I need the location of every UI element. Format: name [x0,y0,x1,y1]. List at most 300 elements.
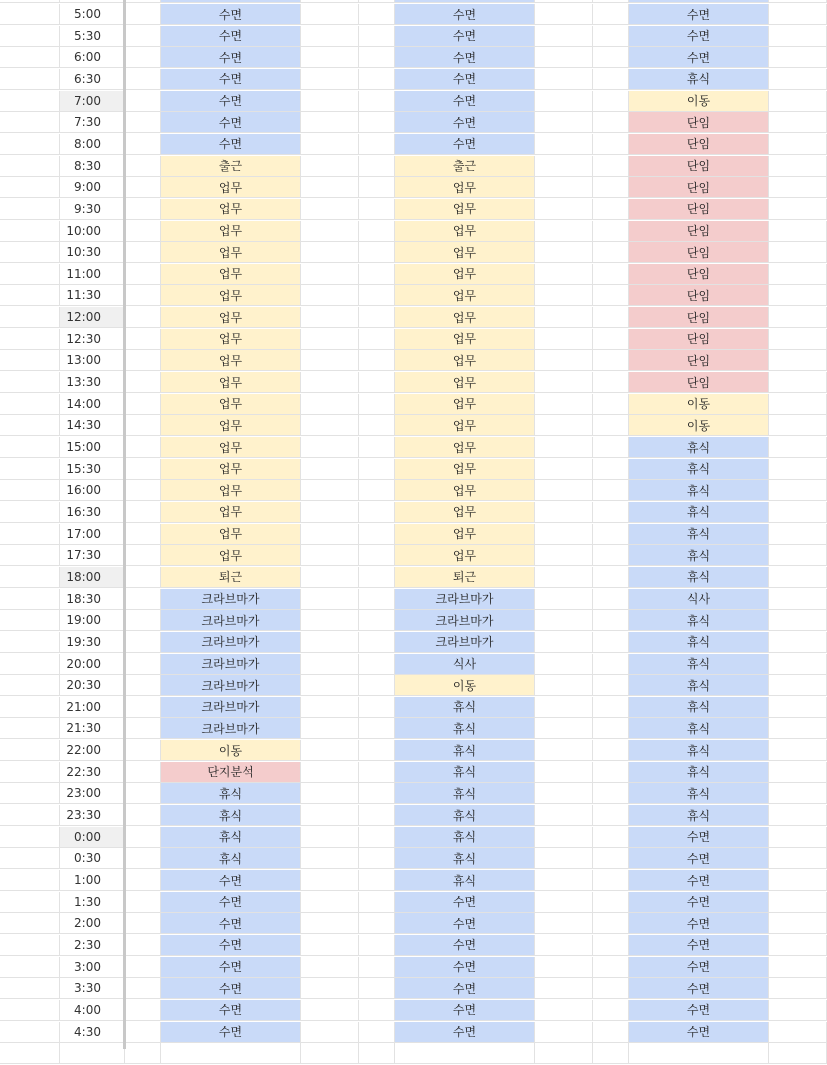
schedule-cell-c[interactable]: 수면 [629,47,769,68]
empty-cell[interactable] [125,545,161,566]
schedule-cell-a[interactable]: 수면 [161,935,301,956]
schedule-cell-b[interactable]: 휴식 [395,827,535,848]
time-cell[interactable]: 15:30 [60,459,125,480]
empty-cell[interactable] [60,1043,125,1064]
empty-cell[interactable] [593,870,629,891]
time-cell[interactable]: 11:00 [60,264,125,285]
empty-cell[interactable] [593,199,629,220]
schedule-cell-a[interactable]: 수면 [161,47,301,68]
schedule-cell-b[interactable]: 업무 [395,264,535,285]
empty-cell[interactable] [395,1043,535,1064]
schedule-cell-c[interactable]: 단임 [629,372,769,393]
empty-cell[interactable] [359,372,395,393]
schedule-cell-c[interactable]: 단임 [629,177,769,198]
empty-cell[interactable] [359,4,395,25]
empty-cell[interactable] [301,1043,359,1064]
empty-cell[interactable] [125,675,161,696]
empty-cell[interactable] [769,783,827,804]
empty-cell[interactable] [301,827,359,848]
frozen-column-divider[interactable] [123,0,126,1049]
empty-cell[interactable] [535,242,593,263]
empty-cell[interactable] [593,545,629,566]
schedule-cell-c[interactable]: 수면 [629,892,769,913]
empty-cell[interactable] [359,1043,395,1064]
schedule-cell-b[interactable]: 휴식 [395,783,535,804]
empty-cell[interactable] [769,718,827,739]
empty-cell[interactable] [301,610,359,631]
time-cell[interactable]: 1:00 [60,870,125,891]
empty-cell[interactable] [301,91,359,112]
schedule-cell-c[interactable]: 수면 [629,848,769,869]
empty-cell[interactable] [359,221,395,242]
empty-cell[interactable] [0,589,60,610]
schedule-cell-b[interactable]: 업무 [395,437,535,458]
schedule-cell-b[interactable]: 업무 [395,459,535,480]
empty-cell[interactable] [125,47,161,68]
empty-cell[interactable] [359,459,395,480]
schedule-cell-a[interactable]: 수면 [161,913,301,934]
schedule-cell-a[interactable]: 수면 [161,91,301,112]
empty-cell[interactable] [535,69,593,90]
schedule-cell-b[interactable]: 수면 [395,47,535,68]
empty-cell[interactable] [301,892,359,913]
empty-cell[interactable] [535,892,593,913]
empty-cell[interactable] [0,502,60,523]
empty-cell[interactable] [593,848,629,869]
empty-cell[interactable] [0,675,60,696]
time-cell[interactable]: 17:00 [60,524,125,545]
schedule-cell-a[interactable]: 휴식 [161,805,301,826]
empty-cell[interactable] [0,870,60,891]
empty-cell[interactable] [593,654,629,675]
empty-cell[interactable] [301,848,359,869]
empty-cell[interactable] [535,1000,593,1021]
empty-cell[interactable] [535,329,593,350]
schedule-cell-a[interactable]: 업무 [161,394,301,415]
schedule-cell-a[interactable]: 업무 [161,199,301,220]
empty-cell[interactable] [769,827,827,848]
schedule-cell-a[interactable]: 업무 [161,480,301,501]
schedule-cell-b[interactable]: 업무 [395,221,535,242]
empty-cell[interactable] [125,156,161,177]
empty-cell[interactable] [301,134,359,155]
empty-cell[interactable] [301,69,359,90]
empty-cell[interactable] [593,718,629,739]
time-cell[interactable]: 6:30 [60,69,125,90]
empty-cell[interactable] [301,112,359,133]
empty-cell[interactable] [769,1000,827,1021]
schedule-cell-b[interactable]: 식사 [395,654,535,675]
empty-cell[interactable] [359,177,395,198]
empty-cell[interactable] [359,199,395,220]
time-cell[interactable]: 7:30 [60,112,125,133]
empty-cell[interactable] [769,502,827,523]
empty-cell[interactable] [125,350,161,371]
empty-cell[interactable] [359,350,395,371]
empty-cell[interactable] [0,242,60,263]
empty-cell[interactable] [535,654,593,675]
empty-cell[interactable] [359,892,395,913]
empty-cell[interactable] [769,307,827,328]
empty-cell[interactable] [769,524,827,545]
empty-cell[interactable] [535,415,593,436]
schedule-cell-b[interactable]: 휴식 [395,762,535,783]
empty-cell[interactable] [125,4,161,25]
empty-cell[interactable] [0,654,60,675]
empty-cell[interactable] [301,502,359,523]
empty-cell[interactable] [0,805,60,826]
empty-cell[interactable] [359,242,395,263]
schedule-cell-a[interactable]: 휴식 [161,848,301,869]
time-cell[interactable]: 11:30 [60,285,125,306]
empty-cell[interactable] [535,4,593,25]
empty-cell[interactable] [593,112,629,133]
empty-cell[interactable] [769,242,827,263]
empty-cell[interactable] [125,1043,161,1064]
empty-cell[interactable] [535,740,593,761]
empty-cell[interactable] [359,675,395,696]
schedule-cell-b[interactable]: 수면 [395,913,535,934]
empty-cell[interactable] [125,502,161,523]
empty-cell[interactable] [359,697,395,718]
schedule-cell-a[interactable]: 크라브마가 [161,654,301,675]
empty-cell[interactable] [125,415,161,436]
schedule-cell-c[interactable]: 휴식 [629,524,769,545]
empty-cell[interactable] [535,91,593,112]
empty-cell[interactable] [359,307,395,328]
schedule-cell-b[interactable]: 업무 [395,177,535,198]
empty-cell[interactable] [0,480,60,501]
empty-cell[interactable] [769,459,827,480]
time-cell[interactable]: 0:30 [60,848,125,869]
schedule-cell-c[interactable]: 휴식 [629,437,769,458]
empty-cell[interactable] [769,415,827,436]
schedule-cell-b[interactable]: 퇴근 [395,567,535,588]
empty-cell[interactable] [301,242,359,263]
empty-cell[interactable] [0,545,60,566]
time-cell[interactable]: 15:00 [60,437,125,458]
empty-cell[interactable] [535,502,593,523]
empty-cell[interactable] [593,242,629,263]
schedule-cell-c[interactable]: 수면 [629,1022,769,1043]
schedule-cell-a[interactable]: 업무 [161,524,301,545]
empty-cell[interactable] [593,740,629,761]
empty-cell[interactable] [535,112,593,133]
empty-cell[interactable] [301,783,359,804]
empty-cell[interactable] [535,805,593,826]
empty-cell[interactable] [0,199,60,220]
empty-cell[interactable] [0,372,60,393]
empty-cell[interactable] [535,307,593,328]
empty-cell[interactable] [359,47,395,68]
empty-cell[interactable] [535,935,593,956]
empty-cell[interactable] [0,610,60,631]
empty-cell[interactable] [535,697,593,718]
empty-cell[interactable] [769,199,827,220]
empty-cell[interactable] [125,1000,161,1021]
empty-cell[interactable] [0,285,60,306]
empty-cell[interactable] [301,415,359,436]
empty-cell[interactable] [125,654,161,675]
sheet-cell[interactable] [395,0,535,3]
empty-cell[interactable] [125,870,161,891]
empty-cell[interactable] [0,69,60,90]
schedule-cell-a[interactable]: 업무 [161,459,301,480]
empty-cell[interactable] [301,632,359,653]
schedule-cell-a[interactable]: 업무 [161,502,301,523]
empty-cell[interactable] [593,935,629,956]
empty-cell[interactable] [0,415,60,436]
empty-cell[interactable] [125,697,161,718]
empty-cell[interactable] [301,718,359,739]
empty-cell[interactable] [593,610,629,631]
empty-cell[interactable] [359,762,395,783]
schedule-cell-a[interactable]: 업무 [161,329,301,350]
schedule-cell-c[interactable]: 휴식 [629,740,769,761]
empty-cell[interactable] [535,177,593,198]
schedule-cell-c[interactable]: 휴식 [629,459,769,480]
empty-cell[interactable] [535,675,593,696]
empty-cell[interactable] [593,285,629,306]
empty-cell[interactable] [769,1043,827,1064]
empty-cell[interactable] [125,805,161,826]
empty-cell[interactable] [301,264,359,285]
schedule-cell-b[interactable]: 업무 [395,329,535,350]
schedule-cell-c[interactable]: 수면 [629,870,769,891]
schedule-cell-c[interactable]: 휴식 [629,480,769,501]
schedule-cell-c[interactable]: 단임 [629,156,769,177]
schedule-cell-b[interactable]: 크라브마가 [395,610,535,631]
schedule-cell-a[interactable]: 수면 [161,957,301,978]
empty-cell[interactable] [535,762,593,783]
empty-cell[interactable] [0,892,60,913]
empty-cell[interactable] [359,978,395,999]
time-cell[interactable]: 14:00 [60,394,125,415]
empty-cell[interactable] [359,112,395,133]
empty-cell[interactable] [535,545,593,566]
empty-cell[interactable] [0,112,60,133]
schedule-cell-a[interactable]: 업무 [161,437,301,458]
sheet-cell[interactable] [359,0,395,3]
empty-cell[interactable] [535,156,593,177]
schedule-cell-a[interactable]: 수면 [161,69,301,90]
empty-cell[interactable] [593,329,629,350]
empty-cell[interactable] [535,978,593,999]
schedule-cell-b[interactable]: 업무 [395,307,535,328]
schedule-cell-c[interactable]: 단임 [629,199,769,220]
empty-cell[interactable] [125,177,161,198]
time-cell[interactable]: 18:30 [60,589,125,610]
empty-cell[interactable] [593,957,629,978]
empty-cell[interactable] [769,394,827,415]
empty-cell[interactable] [769,372,827,393]
empty-cell[interactable] [769,156,827,177]
schedule-cell-b[interactable]: 수면 [395,935,535,956]
time-cell[interactable]: 6:00 [60,47,125,68]
empty-cell[interactable] [593,675,629,696]
empty-cell[interactable] [359,567,395,588]
empty-cell[interactable] [0,718,60,739]
empty-cell[interactable] [301,545,359,566]
time-cell[interactable]: 23:00 [60,783,125,804]
schedule-cell-c[interactable]: 단임 [629,112,769,133]
empty-cell[interactable] [593,1043,629,1064]
empty-cell[interactable] [593,69,629,90]
empty-cell[interactable] [359,524,395,545]
empty-cell[interactable] [769,285,827,306]
time-cell[interactable]: 0:00 [60,827,125,848]
empty-cell[interactable] [125,783,161,804]
schedule-cell-b[interactable]: 휴식 [395,740,535,761]
empty-cell[interactable] [125,91,161,112]
empty-cell[interactable] [359,654,395,675]
schedule-cell-c[interactable]: 수면 [629,913,769,934]
empty-cell[interactable] [769,632,827,653]
schedule-cell-a[interactable]: 업무 [161,177,301,198]
schedule-cell-a[interactable]: 수면 [161,4,301,25]
empty-cell[interactable] [769,221,827,242]
empty-cell[interactable] [593,437,629,458]
time-cell[interactable]: 19:30 [60,632,125,653]
schedule-cell-b[interactable]: 크라브마가 [395,632,535,653]
time-cell[interactable]: 16:00 [60,480,125,501]
schedule-cell-c[interactable]: 이동 [629,91,769,112]
schedule-cell-a[interactable]: 이동 [161,740,301,761]
empty-cell[interactable] [593,567,629,588]
empty-cell[interactable] [125,437,161,458]
schedule-cell-a[interactable]: 수면 [161,112,301,133]
schedule-cell-a[interactable]: 수면 [161,870,301,891]
time-cell[interactable]: 16:30 [60,502,125,523]
empty-cell[interactable] [359,805,395,826]
empty-cell[interactable] [769,957,827,978]
schedule-cell-b[interactable]: 휴식 [395,805,535,826]
empty-cell[interactable] [125,480,161,501]
empty-cell[interactable] [0,307,60,328]
schedule-cell-c[interactable]: 휴식 [629,632,769,653]
schedule-cell-a[interactable]: 수면 [161,1000,301,1021]
time-cell[interactable]: 22:30 [60,762,125,783]
empty-cell[interactable] [769,177,827,198]
time-cell[interactable]: 2:30 [60,935,125,956]
empty-cell[interactable] [301,1000,359,1021]
time-cell[interactable]: 12:00 [60,307,125,328]
empty-cell[interactable] [301,199,359,220]
empty-cell[interactable] [0,350,60,371]
schedule-cell-c[interactable]: 이동 [629,394,769,415]
empty-cell[interactable] [0,221,60,242]
empty-cell[interactable] [301,156,359,177]
empty-cell[interactable] [769,762,827,783]
schedule-cell-c[interactable]: 휴식 [629,567,769,588]
empty-cell[interactable] [0,264,60,285]
schedule-cell-c[interactable]: 휴식 [629,654,769,675]
schedule-cell-a[interactable]: 수면 [161,26,301,47]
empty-cell[interactable] [301,26,359,47]
empty-cell[interactable] [769,654,827,675]
empty-cell[interactable] [301,913,359,934]
empty-cell[interactable] [125,762,161,783]
empty-cell[interactable] [125,524,161,545]
schedule-cell-a[interactable]: 크라브마가 [161,610,301,631]
empty-cell[interactable] [359,957,395,978]
time-cell[interactable]: 20:00 [60,654,125,675]
empty-cell[interactable] [125,827,161,848]
schedule-cell-a[interactable]: 수면 [161,134,301,155]
empty-cell[interactable] [535,632,593,653]
schedule-cell-c[interactable]: 수면 [629,935,769,956]
empty-cell[interactable] [0,524,60,545]
schedule-cell-c[interactable]: 휴식 [629,697,769,718]
empty-cell[interactable] [535,827,593,848]
empty-cell[interactable] [125,740,161,761]
sheet-cell[interactable] [629,0,769,3]
schedule-cell-b[interactable]: 수면 [395,112,535,133]
empty-cell[interactable] [0,762,60,783]
empty-cell[interactable] [535,1043,593,1064]
schedule-cell-c[interactable]: 단임 [629,221,769,242]
empty-cell[interactable] [535,437,593,458]
empty-cell[interactable] [593,264,629,285]
empty-cell[interactable] [359,69,395,90]
empty-cell[interactable] [593,372,629,393]
empty-cell[interactable] [359,610,395,631]
empty-cell[interactable] [593,913,629,934]
empty-cell[interactable] [125,892,161,913]
schedule-cell-c[interactable]: 단임 [629,264,769,285]
schedule-cell-c[interactable]: 단임 [629,350,769,371]
schedule-cell-b[interactable]: 휴식 [395,718,535,739]
empty-cell[interactable] [535,848,593,869]
empty-cell[interactable] [593,805,629,826]
empty-cell[interactable] [125,935,161,956]
empty-cell[interactable] [301,957,359,978]
empty-cell[interactable] [125,242,161,263]
empty-cell[interactable] [359,394,395,415]
empty-cell[interactable] [535,1022,593,1043]
empty-cell[interactable] [301,459,359,480]
schedule-cell-a[interactable]: 업무 [161,415,301,436]
empty-cell[interactable] [359,545,395,566]
empty-cell[interactable] [535,26,593,47]
schedule-cell-b[interactable]: 수면 [395,978,535,999]
time-cell[interactable]: 10:30 [60,242,125,263]
schedule-cell-c[interactable]: 휴식 [629,502,769,523]
empty-cell[interactable] [301,350,359,371]
schedule-cell-b[interactable]: 휴식 [395,848,535,869]
empty-cell[interactable] [301,480,359,501]
empty-cell[interactable] [125,567,161,588]
empty-cell[interactable] [359,870,395,891]
empty-cell[interactable] [125,26,161,47]
schedule-cell-b[interactable]: 수면 [395,1000,535,1021]
empty-cell[interactable] [769,480,827,501]
schedule-cell-c[interactable]: 이동 [629,415,769,436]
empty-cell[interactable] [0,26,60,47]
empty-cell[interactable] [125,1022,161,1043]
empty-cell[interactable] [0,329,60,350]
empty-cell[interactable] [0,437,60,458]
empty-cell[interactable] [769,740,827,761]
empty-cell[interactable] [125,957,161,978]
schedule-cell-b[interactable]: 수면 [395,134,535,155]
empty-cell[interactable] [301,47,359,68]
empty-cell[interactable] [161,1043,301,1064]
empty-cell[interactable] [359,502,395,523]
empty-cell[interactable] [535,459,593,480]
empty-cell[interactable] [769,589,827,610]
empty-cell[interactable] [535,524,593,545]
